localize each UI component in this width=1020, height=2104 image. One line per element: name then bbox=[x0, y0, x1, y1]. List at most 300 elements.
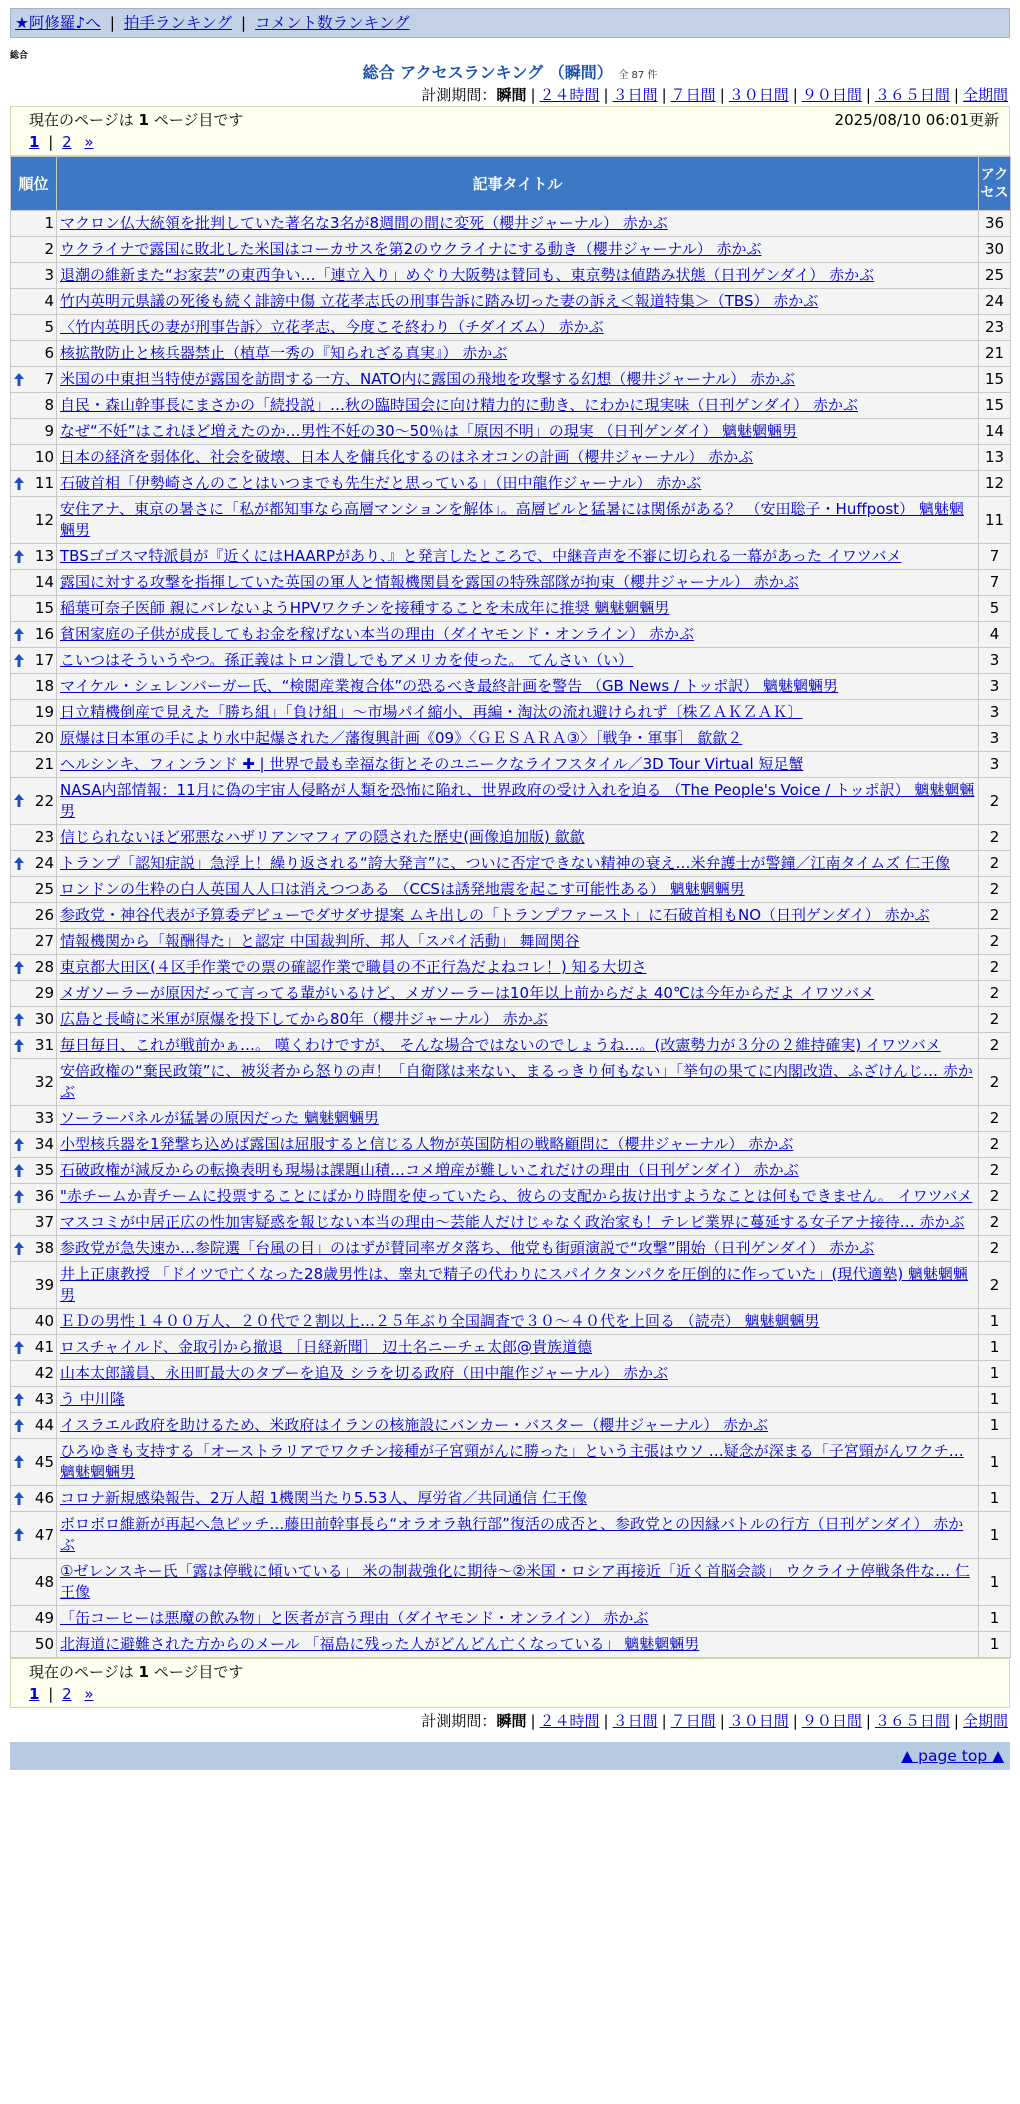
title-cell bbox=[57, 825, 979, 851]
table-row bbox=[11, 419, 1011, 445]
up-arrow-icon bbox=[14, 624, 24, 645]
title-cell bbox=[57, 367, 979, 393]
rank-number: 18 bbox=[34, 677, 54, 695]
rank-number: 22 bbox=[34, 791, 54, 810]
table-row bbox=[11, 367, 1011, 393]
table-row bbox=[11, 752, 1011, 778]
access-count: 5 bbox=[979, 596, 1011, 622]
up-arrow-icon bbox=[14, 1415, 24, 1436]
rank-cell bbox=[11, 1413, 57, 1439]
table-row bbox=[11, 1486, 1011, 1512]
rank-number: 47 bbox=[34, 1525, 54, 1544]
period-link-5[interactable]: ３６５日間 bbox=[874, 86, 950, 104]
article-link[interactable]: コロナ新規感染報告、2万人超 1機関当たり5.53人、厚労省／共同通信 仁王像 bbox=[60, 1489, 588, 1507]
article-link[interactable]: 参政党・神谷代表が予算委デビューでダサダサ提案 ムキ出しの「トランプファースト」に石破首相もNO（日刊ゲンダイ） 赤かぶ bbox=[60, 906, 930, 924]
up-arrow-icon bbox=[14, 1009, 24, 1030]
access-count: 1 bbox=[979, 1439, 1011, 1486]
table-row bbox=[11, 1007, 1011, 1033]
article-link[interactable]: マイケル・シェレンバーガー氏、“検閲産業複合体”の恐るべき最終計画を警告 （GB News / トッポ訳） 魑魅魍魎男 bbox=[60, 677, 839, 695]
article-link[interactable]: 竹内英明元県議の死後も続く誹謗中傷 立花孝志氏の刑事告訴に踏み切った妻の訴え＜報道特集＞（TBS） 赤かぶ bbox=[60, 292, 819, 310]
period-link-6[interactable]: 全期間 bbox=[962, 86, 1008, 104]
title-cell bbox=[57, 1309, 979, 1335]
rank-number: 28 bbox=[34, 958, 54, 976]
rank-number: 39 bbox=[34, 1275, 54, 1294]
current-page-text: 現在のページは 1 ページ目です bbox=[29, 111, 244, 129]
rank-cell bbox=[11, 1059, 57, 1106]
table-row bbox=[11, 1413, 1011, 1439]
table-row bbox=[11, 1309, 1011, 1335]
period-separator: | bbox=[953, 86, 959, 104]
title-cell bbox=[57, 1632, 979, 1658]
table-row bbox=[11, 237, 1011, 263]
rank-number: 8 bbox=[44, 396, 54, 414]
article-link[interactable]: こいつはそういうやつ。孫正義はトロン潰しでもアメリカを使った。 てんさい（い） bbox=[60, 651, 634, 669]
rank-number: 35 bbox=[34, 1161, 54, 1179]
title-cell bbox=[57, 622, 979, 648]
table-row bbox=[11, 1236, 1011, 1262]
article-link[interactable]: ①ゼレンスキー氏「露は停戦に傾いている」 米の制裁強化に期待～②米国・ロシア再接近「近く首脳会談」 ウクライナ停戦条件な… 仁王像 bbox=[60, 1562, 970, 1601]
access-count: 15 bbox=[979, 367, 1011, 393]
rank-number: 23 bbox=[34, 828, 54, 846]
rank-cell bbox=[11, 1512, 57, 1559]
title-cell bbox=[57, 1033, 979, 1059]
rank-number: 31 bbox=[34, 1036, 54, 1054]
title-cell bbox=[57, 237, 979, 263]
table-row bbox=[11, 877, 1011, 903]
access-count: 2 bbox=[979, 877, 1011, 903]
table-row bbox=[11, 1059, 1011, 1106]
period-link-2[interactable]: ７日間 bbox=[670, 86, 716, 104]
pagination-top: 1 | 2 » bbox=[29, 133, 94, 151]
up-arrow-icon bbox=[14, 1134, 24, 1155]
article-link[interactable]: イスラエル政府を助けるため、米政府はイランの核施設にバンカー・バスター（櫻井ジャーナル） 赤かぶ bbox=[60, 1416, 768, 1434]
rank-cell bbox=[11, 903, 57, 929]
rank-number: 37 bbox=[34, 1213, 54, 1231]
access-count: 2 bbox=[979, 929, 1011, 955]
article-link[interactable]: 「缶コーヒーは悪魔の飲み物」と医者が言う理由（ダイヤモンド・オンライン） 赤かぶ bbox=[60, 1609, 649, 1627]
comment-ranking-link[interactable]: コメント数ランキング bbox=[255, 14, 410, 32]
article-link[interactable]: トランプ「認知症説」急浮上！繰り返される“誇大発言”に、ついに否定できない精神の衰え…米弁護士が警鐘／江南タイムズ 仁王像 bbox=[60, 854, 951, 872]
up-arrow-icon bbox=[14, 473, 24, 494]
table-row bbox=[11, 825, 1011, 851]
rank-number: 30 bbox=[34, 1010, 54, 1028]
period-separator: | bbox=[865, 1712, 871, 1730]
article-link[interactable]: 山本太郎議員、永田町最大のタブーを追及 シラを切る政府（田中龍作ジャーナル） 赤かぶ bbox=[60, 1364, 669, 1382]
access-count: 1 bbox=[979, 1559, 1011, 1606]
up-arrow-icon bbox=[14, 1488, 24, 1509]
title-cell bbox=[57, 341, 979, 367]
access-count: 14 bbox=[979, 419, 1011, 445]
rank-cell bbox=[11, 981, 57, 1007]
access-count: 1 bbox=[979, 1335, 1011, 1361]
article-link[interactable]: ＥＤの男性１４００万人、２０代で２割以上…２５年ぶり全国調査で３０～４０代を上回る （読売） 魑魅魍魎男 bbox=[60, 1312, 820, 1330]
period-link-6[interactable]: 全期間 bbox=[962, 1712, 1008, 1730]
title-cell bbox=[57, 1236, 979, 1262]
col-access-header: アクセス bbox=[979, 157, 1011, 211]
home-link[interactable]: ★阿修羅♪へ bbox=[15, 14, 101, 32]
rank-cell bbox=[11, 1387, 57, 1413]
page-title bbox=[10, 62, 1010, 84]
article-link[interactable]: ヘルシンキ、フィンランド ✚ | 世界で最も幸福な街とそのユニークなライフスタイル／3D Tour Virtual 短足蟹 bbox=[60, 755, 804, 773]
rank-cell bbox=[11, 1439, 57, 1486]
title-cell bbox=[57, 700, 979, 726]
period-current: 瞬間 bbox=[496, 86, 527, 104]
access-count: 1 bbox=[979, 1512, 1011, 1559]
rank-cell bbox=[11, 778, 57, 825]
hakushu-ranking-link[interactable]: 拍手ランキング bbox=[123, 14, 232, 32]
access-count: 1 bbox=[979, 1413, 1011, 1439]
rank-cell bbox=[11, 263, 57, 289]
period-link-5[interactable]: ３６５日間 bbox=[874, 1712, 950, 1730]
article-link[interactable]: ウクライナで露国に敗北した米国はコーカサスを第2のウクライナにする動き（櫻井ジャーナル） 赤かぶ bbox=[60, 240, 762, 258]
article-link[interactable]: 北海道に避難された方からのメール 「福島に残った人がどんどん亡くなっている」 魑魅魍魎男 bbox=[60, 1635, 700, 1653]
article-link[interactable]: 信じられないほど邪悪なハザリアンマフィアの隠された歴史(画像追加版) 歙歙 bbox=[60, 828, 585, 846]
table-row bbox=[11, 726, 1011, 752]
rank-cell bbox=[11, 1335, 57, 1361]
access-count: 1 bbox=[979, 1361, 1011, 1387]
access-count: 11 bbox=[979, 497, 1011, 544]
title-cell bbox=[57, 1158, 979, 1184]
article-link[interactable]: ロスチャイルド、金取引から撤退 ［日経新聞］ 辺土名ニーチェ太郎@貴族道德 bbox=[60, 1338, 592, 1356]
page-2-link[interactable]: 2 bbox=[62, 1685, 72, 1703]
period-separator: | bbox=[719, 86, 725, 104]
article-link[interactable]: 毎日毎日、これが戦前かぁ…。 嘆くわけですが、 そんな場合ではないのでしょうね…。(改憲勢力が３分の２維持確実) イワツバメ bbox=[60, 1036, 941, 1054]
title-cell bbox=[57, 1262, 979, 1309]
period-separator: | bbox=[603, 1712, 609, 1730]
title-cell bbox=[57, 674, 979, 700]
rank-number: 24 bbox=[34, 854, 54, 872]
rank-number: 49 bbox=[34, 1609, 54, 1627]
access-count: 7 bbox=[979, 570, 1011, 596]
access-count: 24 bbox=[979, 289, 1011, 315]
article-link[interactable]: "赤チームか青チームに投票することにばかり時間を使っていたら、彼らの支配から抜け出すようなことは何もできません。 イワツバメ bbox=[60, 1187, 973, 1205]
table-row bbox=[11, 471, 1011, 497]
rank-number: 14 bbox=[34, 573, 54, 591]
rank-cell bbox=[11, 1184, 57, 1210]
period-separator: | bbox=[530, 1712, 536, 1730]
rank-cell bbox=[11, 445, 57, 471]
access-count: 2 bbox=[979, 778, 1011, 825]
rank-number: 41 bbox=[34, 1338, 54, 1356]
article-link[interactable]: う 中川隆 bbox=[60, 1390, 125, 1408]
article-link[interactable]: マスコミが中居正広の性加害疑惑を報じない本当の理由～芸能人だけじゃなく政治家も！テレビ業界に蔓延する女子アナ接待… 赤かぶ bbox=[60, 1213, 965, 1231]
rank-cell bbox=[11, 341, 57, 367]
rank-cell bbox=[11, 726, 57, 752]
current-page-text-bottom: 現在のページは 1 ページ目です bbox=[29, 1663, 244, 1681]
article-link[interactable]: TBSゴゴスマ特派員が『近くにはHAARPがあり、』と発言したところで、中継音声を不審に切られる一幕があった イワツバメ bbox=[60, 547, 902, 565]
table-row bbox=[11, 1210, 1011, 1236]
period-label: 計測期間： bbox=[421, 86, 497, 104]
period-link-4[interactable]: ９０日間 bbox=[801, 1712, 862, 1730]
rank-number: 36 bbox=[34, 1187, 54, 1205]
access-count: 21 bbox=[979, 341, 1011, 367]
article-link[interactable]: 井上正康教授 「ドイツで亡くなった28歳男性は、睾丸で精子の代わりにスパイクタンパクを圧倒的に作っていた」(現代適塾) 魑魅魍魎男 bbox=[60, 1265, 968, 1304]
rank-cell bbox=[11, 1236, 57, 1262]
rank-cell bbox=[11, 544, 57, 570]
rank-number: 46 bbox=[34, 1489, 54, 1507]
period-separator: | bbox=[661, 86, 667, 104]
access-count: 12 bbox=[979, 471, 1011, 497]
period-link-3[interactable]: ３０日間 bbox=[728, 1712, 789, 1730]
rank-number: 7 bbox=[44, 370, 54, 388]
rank-cell bbox=[11, 393, 57, 419]
page-1-link[interactable]: 1 bbox=[29, 133, 40, 151]
ranking-table bbox=[10, 156, 1011, 1658]
article-link[interactable]: 小型核兵器を1発撃ち込めば露国は屈服すると信じる人物が英国防相の戦略顧問に（櫻井ジャーナル） 赤かぶ bbox=[60, 1135, 794, 1153]
rank-number: 4 bbox=[44, 292, 54, 310]
title-cell bbox=[57, 726, 979, 752]
article-link[interactable]: 安住アナ、東京の暑さに「私が都知事なら高層マンションを解体」。高層ビルと猛暑には関係がある？ （安田聡子・Huffpost） 魑魅魍魎男 bbox=[60, 500, 964, 539]
article-link[interactable]: 情報機関から「報酬得た」と認定 中国裁判所、邦人「スパイ活動」 舞岡関谷 bbox=[60, 932, 580, 950]
nav-separator: | bbox=[240, 14, 247, 32]
table-row bbox=[11, 851, 1011, 877]
rank-cell bbox=[11, 497, 57, 544]
access-count: 23 bbox=[979, 315, 1011, 341]
article-link[interactable]: ロンドンの生粋の白人英国人人口は消えつつある （CCSは誘発地震を起こす可能性ある） 魑魅魍魎男 bbox=[60, 880, 745, 898]
period-link-2[interactable]: ７日間 bbox=[670, 1712, 716, 1730]
up-arrow-icon bbox=[14, 369, 24, 390]
access-count: 15 bbox=[979, 393, 1011, 419]
page-top-link[interactable]: ▲ page top ▲ bbox=[901, 1747, 1004, 1765]
table-row bbox=[11, 1335, 1011, 1361]
title-cell bbox=[57, 1361, 979, 1387]
article-link[interactable]: 参政党が急失速か…参院選「台風の目」のはずが賛同率ガタ落ち、他党も街頭演説で“攻撃”開始（日刊ゲンダイ） 赤かぶ bbox=[60, 1239, 875, 1257]
rank-cell bbox=[11, 596, 57, 622]
table-row bbox=[11, 648, 1011, 674]
rank-number: 32 bbox=[34, 1072, 54, 1091]
page-info-bottom bbox=[10, 1658, 1010, 1708]
rank-cell bbox=[11, 825, 57, 851]
title-cell bbox=[57, 955, 979, 981]
period-link-0[interactable]: ２４時間 bbox=[539, 86, 600, 104]
rank-number: 34 bbox=[34, 1135, 54, 1153]
access-count: 2 bbox=[979, 1132, 1011, 1158]
title-cell bbox=[57, 851, 979, 877]
article-link[interactable]: 石破政権が減反からの転換表明も現場は課題山積…コメ増産が難しいこれだけの理由（日刊ゲンダイ） 赤かぶ bbox=[60, 1161, 799, 1179]
period-separator: | bbox=[661, 1712, 667, 1730]
access-count: 7 bbox=[979, 544, 1011, 570]
next-page-link[interactable]: » bbox=[84, 133, 94, 151]
period-link-4[interactable]: ９０日間 bbox=[801, 86, 862, 104]
col-rank-header: 順位 bbox=[11, 157, 57, 211]
up-arrow-icon bbox=[14, 791, 24, 812]
title-cell bbox=[57, 1132, 979, 1158]
title-cell bbox=[57, 1184, 979, 1210]
table-row bbox=[11, 1158, 1011, 1184]
rank-number: 6 bbox=[44, 344, 54, 362]
table-row bbox=[11, 1512, 1011, 1559]
rank-number: 29 bbox=[34, 984, 54, 1002]
table-row bbox=[11, 700, 1011, 726]
access-count: 3 bbox=[979, 752, 1011, 778]
article-link[interactable]: 露国に対する攻撃を指揮していた英国の軍人と情報機関員を露国の特殊部隊が拘束（櫻井ジャーナル） 赤かぶ bbox=[60, 573, 799, 591]
table-row bbox=[11, 1132, 1011, 1158]
title-cell bbox=[57, 471, 979, 497]
article-link[interactable]: 米国の中東担当特使が露国を訪問する一方、NATO内に露国の飛地を攻撃する幻想（櫻井ジャーナル） 赤かぶ bbox=[60, 370, 796, 388]
page bbox=[10, 0, 1010, 1770]
title-cell bbox=[57, 1512, 979, 1559]
title-cell bbox=[57, 981, 979, 1007]
table-row bbox=[11, 674, 1011, 700]
up-arrow-icon bbox=[14, 1525, 24, 1546]
table-row bbox=[11, 1262, 1011, 1309]
total-count: 全 87 件 bbox=[618, 70, 658, 81]
access-count: 2 bbox=[979, 1158, 1011, 1184]
period-link-0[interactable]: ２４時間 bbox=[539, 1712, 600, 1730]
up-arrow-icon bbox=[14, 1452, 24, 1473]
rank-number: 1 bbox=[44, 214, 54, 232]
title-cell bbox=[57, 1059, 979, 1106]
next-page-link[interactable]: » bbox=[84, 1685, 94, 1703]
up-arrow-icon bbox=[14, 1160, 24, 1181]
period-separator: | bbox=[792, 86, 798, 104]
table-row bbox=[11, 315, 1011, 341]
access-count: 3 bbox=[979, 674, 1011, 700]
section-label: 総合 bbox=[10, 51, 29, 61]
article-link[interactable]: 石破首相「伊勢崎さんのことはいつまでも先生だと思っている」（田中龍作ジャーナル） 赤かぶ bbox=[60, 474, 702, 492]
access-count: 1 bbox=[979, 1606, 1011, 1632]
article-link[interactable]: 貧困家庭の子供が成長してもお金を稼げない本当の理由（ダイヤモンド・オンライン） 赤かぶ bbox=[60, 625, 695, 643]
rank-cell bbox=[11, 471, 57, 497]
table-row bbox=[11, 263, 1011, 289]
title-cell bbox=[57, 315, 979, 341]
article-link[interactable]: 核拡散防止と核兵器禁止（植草一秀の『知られざる真実』） 赤かぶ bbox=[60, 344, 508, 362]
rank-number: 13 bbox=[34, 547, 54, 565]
up-arrow-icon bbox=[14, 853, 24, 874]
period-separator: | bbox=[953, 1712, 959, 1730]
rank-cell bbox=[11, 877, 57, 903]
rank-cell bbox=[11, 700, 57, 726]
rank-number: 40 bbox=[34, 1312, 54, 1330]
rank-number: 5 bbox=[44, 318, 54, 336]
rank-number: 21 bbox=[34, 755, 54, 773]
rank-cell bbox=[11, 1210, 57, 1236]
article-link[interactable]: 自民・森山幹事長にまさかの「続投説」…秋の臨時国会に向け精力的に動き、にわかに現実味（日刊ゲンダイ） 赤かぶ bbox=[60, 396, 858, 414]
title-cell bbox=[57, 1439, 979, 1486]
rank-number: 15 bbox=[34, 599, 54, 617]
table-row bbox=[11, 1632, 1011, 1658]
access-count: 1 bbox=[979, 1632, 1011, 1658]
title-cell bbox=[57, 1486, 979, 1512]
article-link[interactable]: 日立精機倒産で見えた「勝ち組」「負け組」～市場パイ縮小、再編・淘汰の流れ避けられず〔株ＺＡＫＺＡＫ〕 bbox=[60, 703, 803, 721]
up-arrow-icon bbox=[14, 1238, 24, 1259]
access-count: 2 bbox=[979, 1236, 1011, 1262]
access-count: 2 bbox=[979, 1033, 1011, 1059]
table-row bbox=[11, 955, 1011, 981]
table-row bbox=[11, 393, 1011, 419]
article-link[interactable]: 安倍政権の“棄民政策”に、被災者から怒りの声！「自衛隊は来ない、まるっきり何もない」「挙句の果てに内閣改造、ふざけんじ… 赤かぶ bbox=[60, 1062, 973, 1101]
page-2-link[interactable]: 2 bbox=[62, 133, 72, 151]
access-count: 2 bbox=[979, 981, 1011, 1007]
article-link[interactable]: なぜ“不妊”はこれほど増えたのか…男性不妊の30～50％は「原因不明」の現実 （日刊ゲンダイ） 魑魅魍魎男 bbox=[60, 422, 798, 440]
access-count: 2 bbox=[979, 955, 1011, 981]
rank-cell bbox=[11, 851, 57, 877]
rank-cell bbox=[11, 1486, 57, 1512]
access-count: 2 bbox=[979, 1007, 1011, 1033]
title-cell bbox=[57, 1606, 979, 1632]
title-cell bbox=[57, 1559, 979, 1606]
up-arrow-icon bbox=[14, 546, 24, 567]
title-cell bbox=[57, 419, 979, 445]
table-row bbox=[11, 778, 1011, 825]
access-count: 3 bbox=[979, 648, 1011, 674]
period-link-3[interactable]: ３０日間 bbox=[728, 86, 789, 104]
article-link[interactable]: 稲葉可奈子医師 親にバレないようHPVワクチンを接種することを未成年に推奨 魑魅魍魎男 bbox=[60, 599, 670, 617]
rank-number: 27 bbox=[34, 932, 54, 950]
article-link[interactable]: 東京都大田区(４区手作業での票の確認作業で職員の不正行為だよねコレ！) 知る大切さ bbox=[60, 958, 647, 976]
rank-number: 45 bbox=[34, 1452, 54, 1471]
article-link[interactable]: 〈竹内英明氏の妻が刑事告訴〉立花孝志、今度こそ終わり（チダイズム） 赤かぶ bbox=[60, 318, 604, 336]
up-arrow-icon bbox=[14, 1035, 24, 1056]
article-link[interactable]: 原爆は日本軍の手により水中起爆された／藩復興計画《09》〈ＧＥＳＡＲＡ③〉［戦争・軍事］ 歙歙２ bbox=[60, 729, 743, 747]
rank-number: 9 bbox=[44, 422, 54, 440]
article-link[interactable]: ボロボロ維新が再起へ急ピッチ…藤田前幹事長ら“オラオラ執行部”復活の成否と、参政党との因縁バトルの行方（日刊ゲンダイ） 赤かぶ bbox=[60, 1515, 964, 1554]
article-link[interactable]: マクロン仏大統領を批判していた著名な3名が8週間の間に変死（櫻井ジャーナル） 赤かぶ bbox=[60, 214, 668, 232]
nav-separator: | bbox=[109, 14, 115, 32]
rank-cell bbox=[11, 237, 57, 263]
article-link[interactable]: ひろゆきも支持する「オーストラリアでワクチン接種が子宮頸がんに勝った」という主張はウソ …疑念が深まる「子宮頸がんワクチ… 魑魅魍魎男 bbox=[60, 1442, 964, 1481]
title-cell bbox=[57, 903, 979, 929]
rank-cell bbox=[11, 1106, 57, 1132]
article-link[interactable]: 退潮の維新また“お家芸”の東西争い…「連立入り」めぐり大阪勢は賛同も、東京勢は値踏み状態（日刊ゲンダイ） 赤かぶ bbox=[60, 266, 875, 284]
table-row bbox=[11, 903, 1011, 929]
table-row bbox=[11, 1033, 1011, 1059]
table-row bbox=[11, 1184, 1011, 1210]
rank-number: 12 bbox=[34, 510, 54, 529]
table-row bbox=[11, 929, 1011, 955]
table-row bbox=[11, 211, 1011, 237]
table-row bbox=[11, 289, 1011, 315]
up-arrow-icon bbox=[14, 650, 24, 671]
title-cell bbox=[57, 445, 979, 471]
period-link-1[interactable]: ３日間 bbox=[612, 86, 658, 104]
title-cell bbox=[57, 289, 979, 315]
article-link[interactable]: 日本の経済を弱体化、社会を破壊、日本人を傭兵化するのはネオコンの計画（櫻井ジャーナル） 赤かぶ bbox=[60, 448, 754, 466]
title-cell bbox=[57, 263, 979, 289]
page-1-link[interactable]: 1 bbox=[29, 1685, 40, 1703]
title-cell bbox=[57, 877, 979, 903]
table-row bbox=[11, 1606, 1011, 1632]
article-link[interactable]: メガソーラーが原因だって言ってる輩がいるけど、メガソーラーは10年以上前からだよ 40℃は今年からだよ イワツバメ bbox=[60, 984, 875, 1002]
up-arrow-icon bbox=[14, 1186, 24, 1207]
top-nav bbox=[10, 8, 1010, 38]
up-arrow-icon bbox=[14, 957, 24, 978]
table-row bbox=[11, 1559, 1011, 1606]
article-link[interactable]: ソーラーパネルが猛暑の原因だった 魑魅魍魎男 bbox=[60, 1109, 380, 1127]
rank-cell bbox=[11, 1132, 57, 1158]
access-count: 2 bbox=[979, 1262, 1011, 1309]
article-link[interactable]: NASA内部情報：11月に偽の宇宙人侵略が人類を恐怖に陥れ、世界政府の受け入れを迫る （The People's Voice / トッポ訳） 魑魅魍魎男 bbox=[60, 781, 975, 820]
title-cell bbox=[57, 778, 979, 825]
table-row bbox=[11, 596, 1011, 622]
title-cell bbox=[57, 211, 979, 237]
period-label: 計測期間： bbox=[421, 1712, 497, 1730]
rank-number: 38 bbox=[34, 1239, 54, 1257]
access-count: 2 bbox=[979, 903, 1011, 929]
access-count: 2 bbox=[979, 851, 1011, 877]
period-separator: | bbox=[865, 86, 871, 104]
updated-timestamp: 2025/08/10 06:01更新 bbox=[834, 111, 999, 129]
table-row bbox=[11, 622, 1011, 648]
rank-number: 25 bbox=[34, 880, 54, 898]
rank-number: 19 bbox=[34, 703, 54, 721]
period-link-1[interactable]: ３日間 bbox=[612, 1712, 658, 1730]
title-cell bbox=[57, 393, 979, 419]
article-link[interactable]: 広島と長崎に米軍が原爆を投下してから80年（櫻井ジャーナル） 赤かぶ bbox=[60, 1010, 548, 1028]
rank-number: 2 bbox=[44, 240, 54, 258]
table-row bbox=[11, 1361, 1011, 1387]
table-row bbox=[11, 544, 1011, 570]
